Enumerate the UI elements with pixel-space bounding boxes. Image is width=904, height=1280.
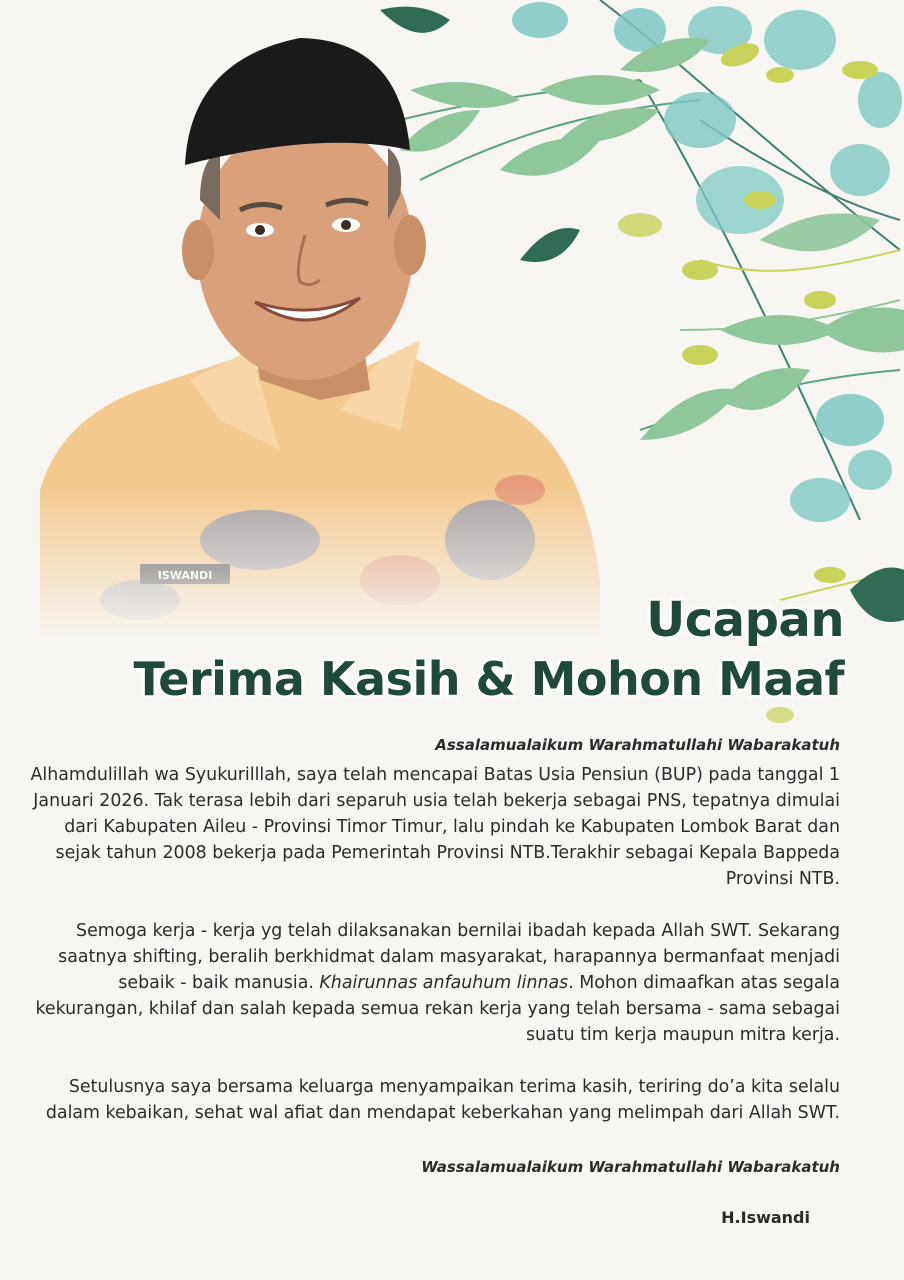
opening-greeting: Assalamualaikum Warahmatullahi Wabarakatuh xyxy=(435,736,840,754)
closing-greeting: Wassalamualaikum Warahmatullahi Wabarakatuh xyxy=(421,1158,840,1176)
signature: H.Iswandi xyxy=(721,1208,810,1227)
paragraph-2-part-a: Semoga kerja - kerja yg telah dilaksanakan bernilai ibadah kepada Allah SWT. Sekarang saatnya shifting, beralih berkhidmat dalam masyarakat, harapannya bermanfaat menjadi sebaik - baik manusia. xyxy=(58,921,840,993)
paragraph-3: Setulusnya saya bersama keluarga menyampaikan terima kasih, teriring do’a kita selalu dalam kebaikan, sehat wal afiat dan mendapat keberkahan yang melimpah dari Allah SWT. xyxy=(45,1077,840,1123)
card-title xyxy=(134,590,845,708)
paragraph-2-italic: Khairunnas anfauhum linnas xyxy=(319,973,569,993)
portrait-illustration xyxy=(20,20,620,640)
message-body xyxy=(30,762,840,1152)
paragraph-2-part-b: . Mohon dimaafkan atas segala kekurangan, khilaf dan salah kepada semua rekan kerja yang telah bersama - sama sebagai suatu tim kerja maupun mitra kerja. xyxy=(35,973,840,1045)
title-line-1: Ucapan xyxy=(646,592,844,648)
title-line-2: Terima Kasih & Mohon Maaf xyxy=(133,652,844,706)
paragraph-1: Alhamdulillah wa Syukurilllah, saya telah mencapai Batas Usia Pensiun (BUP) pada tanggal 1 Januari 2026. Tak terasa lebih dari separuh usia telah bekerja sebagai PNS, tepatnya dimulai dari Kabupaten Aileu - Provinsi Timor Timur, lalu pindah ke Kabupaten Lombok Barat dan sejak tahun 2008 bekerja pada Pemerintah Provinsi NTB.Terakhir sebagai Kepala Bappeda Provinsi NTB. xyxy=(30,765,840,889)
paragraph-2 xyxy=(30,918,840,1048)
